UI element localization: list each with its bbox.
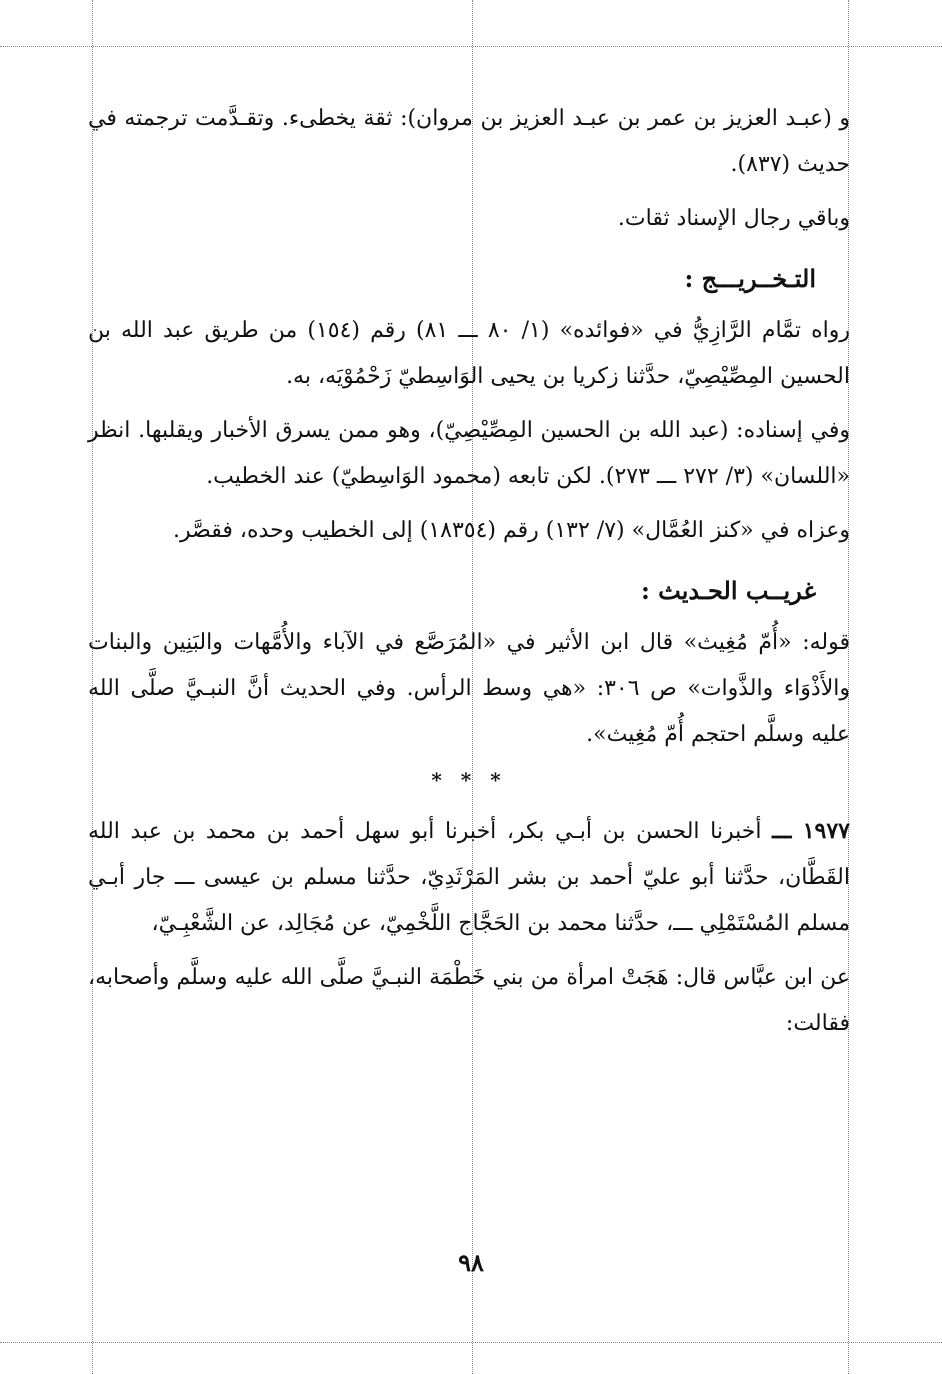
hadith-matn-paragraph: عن ابن عبَّاس قال: هَجَتْ امرأة من بني خَطْمَة النبـيَّ صلَّى الله عليه وسلَّم وأصحابه، فقالت: bbox=[88, 965, 850, 1036]
book-page bbox=[88, 96, 850, 1055]
gharib-heading: غريــب الحـديث : bbox=[640, 576, 816, 605]
takhrij-heading: التـخــريـــج : bbox=[684, 264, 816, 293]
guide-line-bottom bbox=[0, 1342, 942, 1343]
page-number: ٩٨ bbox=[458, 1248, 484, 1277]
hadith-isnad-text: أخبرنا الحسن بن أبـي بكر، أخبرنا أبو سهل أحمد بن محمد بن عبد الله القَطَّان، حدَّثنا أبو عليّ أحمد بن بشر المَرْثَدِيّ، حدَّثنا مسلم بن عيسى ـــ جار أبـي مسلم المُسْتَمْلِي ـــ، حدَّثنا محمد بن الحَجَّاج اللَّخْمِيّ، عن مُجَالِد، عن الشَّعْبِـيّ، bbox=[88, 819, 850, 936]
hadith-isnad-paragraph bbox=[88, 808, 850, 947]
section-separator: * * * bbox=[431, 768, 507, 792]
takhrij-paragraph-2: وفي إسناده: (عبد الله بن الحسين المِصِّيْصِيّ)، وهو ممن يسرق الأخبار ويقلبها. انظر «اللسان» (٣/ ٢٧٢ ـــ ٢٧٣). لكن تابعه (محمود الوَاسِطيّ) عند الخطيب. bbox=[88, 418, 850, 489]
guide-line-top bbox=[0, 46, 942, 47]
gharib-paragraph: قوله: «أُمّ مُغِيث» قال ابن الأثير في «المُرَصَّع في الآباء والأُمَّهات والبَنِين والبنات والأَذْوَاء والذَّوات» ص ٣٠٦: «هي وسط الرأس. وفي الحديث أنَّ النبـيَّ صلَّى الله عليه وسلَّم احتجم أُمّ مُغِيث». bbox=[88, 630, 850, 747]
takhrij-paragraph-3: وعزاه في «كنز العُمَّال» (٧/ ١٣٢) رقم (١٨٣٥٤) إلى الخطيب وحده، فقصَّر. bbox=[173, 518, 850, 543]
narrators-trustworthy-paragraph: وباقي رجال الإسناد ثقات. bbox=[617, 206, 850, 231]
hadith-number: ١٩٧٧ ـــ bbox=[772, 818, 850, 844]
narrator-note-paragraph: و (عبـد العزيز بن عمر بن عبـد العزيز بن مروان): ثقة يخطىء. وتقـدَّمت ترجمته في حديث (٨٣٧). bbox=[88, 106, 850, 177]
takhrij-paragraph-1: رواه تمَّام الرَّازِيُّ في «فوائده» (١/ ٨٠ ـــ ٨١) رقم (١٥٤) من طريق عبد الله بن الحسين المِصِّيْصِيّ، حدَّثنا زكريا بن يحيى الوَاسِطيّ زَحْمُوْيَه، به. bbox=[88, 318, 851, 389]
